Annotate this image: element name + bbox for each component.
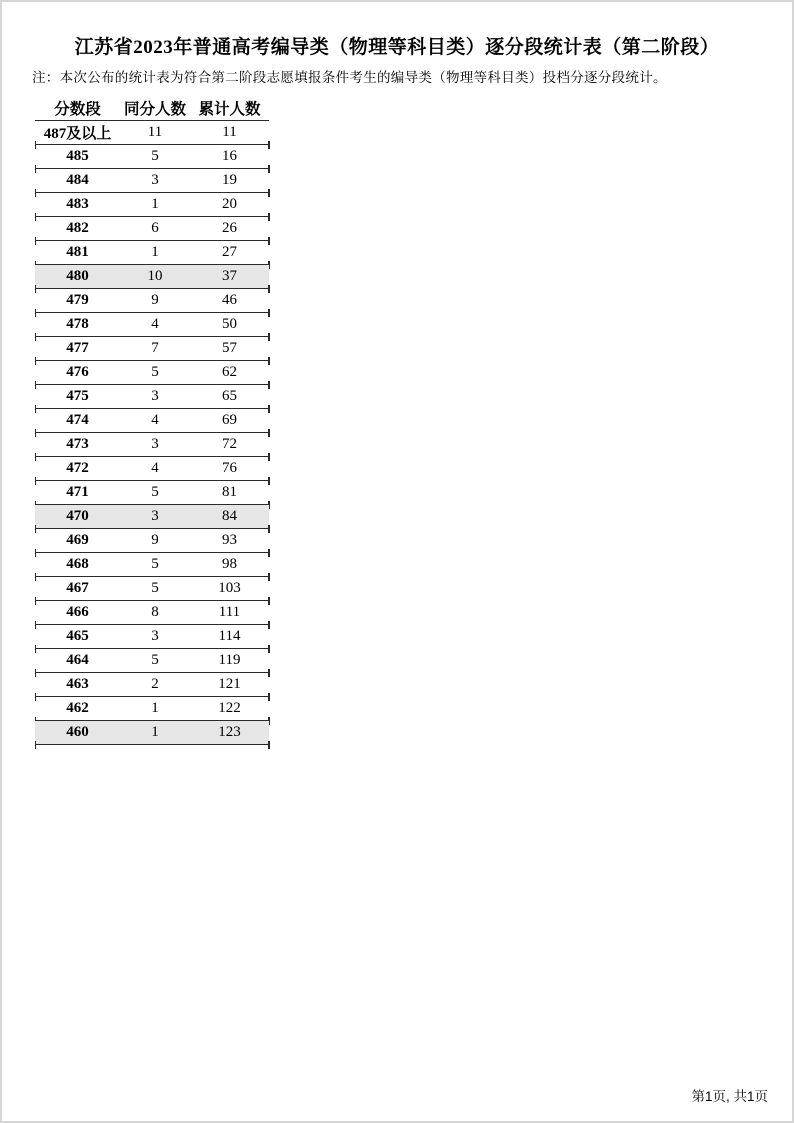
score-segment-cell: 473 xyxy=(66,436,89,452)
score-segment-cell: 472 xyxy=(66,460,89,476)
score-segment-cell: 482 xyxy=(66,220,89,236)
table-row xyxy=(35,433,269,457)
cumulative-count-cell: 37 xyxy=(222,268,237,284)
table-row xyxy=(35,553,269,577)
score-segment-cell: 485 xyxy=(66,148,89,164)
same-score-count-cell: 7 xyxy=(151,340,159,356)
page-number-footer: 第1页, 共1页 xyxy=(691,1089,768,1104)
cumulative-count-cell: 84 xyxy=(222,508,237,524)
table-row xyxy=(35,721,269,745)
same-score-count-cell: 3 xyxy=(151,436,159,452)
page-title: 江苏省2023年普通高考编导类（物理等科目类）逐分段统计表（第二阶段） xyxy=(74,37,720,58)
score-segment-cell: 487及以上 xyxy=(43,126,112,142)
same-score-count-cell: 6 xyxy=(151,220,159,236)
cumulative-count-cell: 19 xyxy=(222,172,237,188)
cumulative-count-cell: 62 xyxy=(222,364,237,380)
same-score-count-cell: 5 xyxy=(151,364,159,380)
table-body xyxy=(35,120,269,745)
same-score-count-cell: 5 xyxy=(151,580,159,596)
table-row xyxy=(35,361,269,385)
same-score-count-cell: 2 xyxy=(151,676,159,692)
table-row xyxy=(35,337,269,361)
same-score-count-cell: 1 xyxy=(151,724,159,740)
cumulative-count-cell: 46 xyxy=(222,292,237,308)
same-score-count-cell: 11 xyxy=(147,124,163,140)
table-row xyxy=(35,385,269,409)
cumulative-count-cell: 26 xyxy=(222,220,237,236)
score-segment-cell: 483 xyxy=(66,196,89,212)
score-segment-cell: 476 xyxy=(66,364,89,380)
table-row xyxy=(35,577,269,601)
table-row xyxy=(35,289,269,313)
same-score-count-cell: 3 xyxy=(151,628,159,644)
same-score-count-cell: 5 xyxy=(151,148,159,164)
table-row xyxy=(35,313,269,337)
same-score-count-cell: 4 xyxy=(151,460,159,476)
same-score-count-cell: 9 xyxy=(151,532,159,548)
table-row xyxy=(35,121,269,145)
cumulative-count-cell: 65 xyxy=(222,388,237,404)
same-score-count-cell: 3 xyxy=(151,388,159,404)
cumulative-count-cell: 122 xyxy=(218,700,241,716)
cumulative-count-cell: 121 xyxy=(218,676,241,692)
cumulative-count-cell: 11 xyxy=(222,124,237,140)
same-score-count-cell: 5 xyxy=(151,484,159,500)
same-score-count-cell: 10 xyxy=(147,268,163,284)
cumulative-count-cell: 50 xyxy=(222,316,237,332)
score-segment-cell: 467 xyxy=(66,580,89,596)
cumulative-count-cell: 81 xyxy=(222,484,237,500)
score-segment-cell: 484 xyxy=(66,172,89,188)
cumulative-count-cell: 111 xyxy=(218,604,241,620)
table-row xyxy=(35,673,269,697)
cumulative-count-cell: 123 xyxy=(218,724,241,740)
same-score-count-cell: 1 xyxy=(151,700,159,716)
score-segment-cell: 480 xyxy=(66,268,89,284)
table-row xyxy=(35,601,269,625)
cumulative-count-cell: 16 xyxy=(222,148,237,164)
column-header-score-segment: 分数段 xyxy=(54,101,101,118)
same-score-count-cell: 4 xyxy=(151,316,159,332)
cumulative-count-cell: 93 xyxy=(222,532,237,548)
score-distribution-table xyxy=(35,96,269,745)
score-segment-cell: 481 xyxy=(66,244,89,260)
table-row xyxy=(35,217,269,241)
cumulative-count-cell: 114 xyxy=(218,628,241,644)
table-row xyxy=(35,649,269,673)
table-row xyxy=(35,481,269,505)
table-header-row xyxy=(35,96,269,120)
score-segment-cell: 469 xyxy=(66,532,89,548)
cumulative-count-cell: 76 xyxy=(222,460,237,476)
table-row xyxy=(35,145,269,169)
cumulative-count-cell: 27 xyxy=(222,244,237,260)
score-segment-cell: 475 xyxy=(66,388,89,404)
cumulative-count-cell: 103 xyxy=(218,580,241,596)
score-segment-cell: 471 xyxy=(66,484,89,500)
table-row xyxy=(35,625,269,649)
table-row xyxy=(35,529,269,553)
same-score-count-cell: 4 xyxy=(151,412,159,428)
column-header-cumulative-count: 累计人数 xyxy=(198,101,261,118)
score-segment-cell: 470 xyxy=(66,508,89,524)
table-row xyxy=(35,409,269,433)
table-row xyxy=(35,169,269,193)
cumulative-count-cell: 57 xyxy=(222,340,237,356)
table-row xyxy=(35,241,269,265)
same-score-count-cell: 1 xyxy=(151,244,159,260)
score-segment-cell: 468 xyxy=(66,556,89,572)
same-score-count-cell: 9 xyxy=(151,292,159,308)
score-segment-cell: 460 xyxy=(66,724,89,740)
same-score-count-cell: 5 xyxy=(151,556,159,572)
cumulative-count-cell: 20 xyxy=(222,196,237,212)
score-segment-cell: 464 xyxy=(66,652,89,668)
score-segment-cell: 463 xyxy=(66,676,89,692)
score-segment-cell: 474 xyxy=(66,412,89,428)
cumulative-count-cell: 72 xyxy=(222,436,237,452)
score-segment-cell: 479 xyxy=(66,292,89,308)
table-row xyxy=(35,193,269,217)
table-row xyxy=(35,697,269,721)
cumulative-count-cell: 69 xyxy=(222,412,237,428)
cumulative-count-cell: 119 xyxy=(218,652,241,668)
same-score-count-cell: 8 xyxy=(151,604,159,620)
same-score-count-cell: 5 xyxy=(151,652,159,668)
table-row xyxy=(35,457,269,481)
score-segment-cell: 462 xyxy=(66,700,89,716)
table-row xyxy=(35,505,269,529)
score-segment-cell: 477 xyxy=(66,340,89,356)
score-segment-cell: 466 xyxy=(66,604,89,620)
same-score-count-cell: 3 xyxy=(151,172,159,188)
same-score-count-cell: 1 xyxy=(151,196,159,212)
cumulative-count-cell: 98 xyxy=(222,556,237,572)
score-segment-cell: 465 xyxy=(66,628,89,644)
same-score-count-cell: 3 xyxy=(151,508,159,524)
score-segment-cell: 478 xyxy=(66,316,89,332)
column-header-same-score-count: 同分人数 xyxy=(123,101,186,118)
table-row xyxy=(35,265,269,289)
note-text: 注：本次公布的统计表为符合第二阶段志愿填报条件考生的编导类（物理等科目类）投档分逐分段统计。 xyxy=(32,70,667,85)
